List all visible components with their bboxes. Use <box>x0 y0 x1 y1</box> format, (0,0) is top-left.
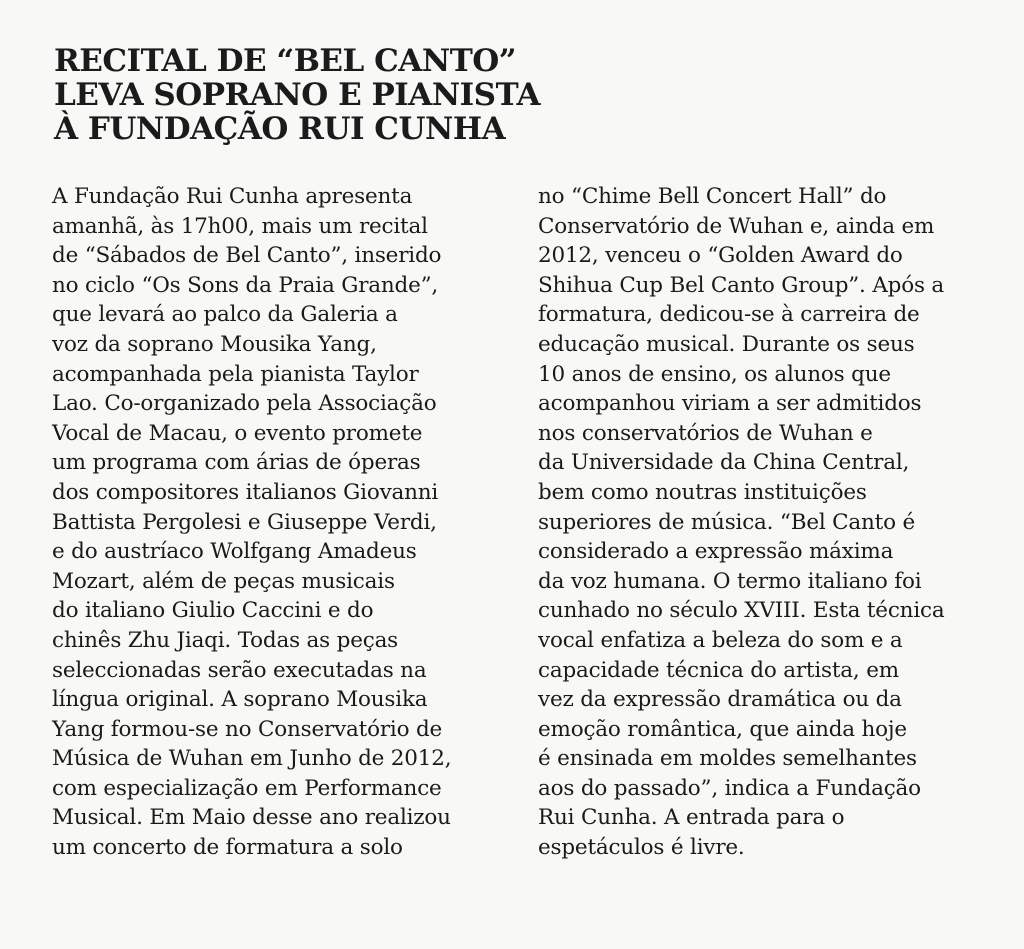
headline-line: LEVA SOPRANO E PIANISTA <box>54 77 540 113</box>
body-line: cunhado no século XVIII. Esta técnica <box>538 598 945 624</box>
body-line: capacidade técnica do artista, em <box>538 657 899 683</box>
body-line: e do austríaco Wolfgang Amadeus <box>52 539 417 565</box>
article-column-right <box>538 182 1008 863</box>
body-line: A Fundação Rui Cunha apresenta <box>52 184 413 209</box>
body-line: do italiano Giulio Caccini e do <box>52 598 374 624</box>
body-line: aos do passado”, indica a Fundação <box>538 775 921 801</box>
body-line: com especialização em Performance <box>52 775 442 801</box>
body-line: educação musical. Durante os seus <box>538 331 915 357</box>
body-line: voz da soprano Mousika Yang, <box>52 331 377 357</box>
body-line: 2012, venceu o “Golden Award do <box>538 243 903 269</box>
body-line: nos conservatórios de Wuhan e <box>538 420 873 446</box>
body-line: no “Chime Bell Concert Hall” do <box>538 184 887 209</box>
body-line: formatura, dedicou-se à carreira de <box>538 302 920 328</box>
body-line: amanhã, às 17h00, mais um recital <box>52 213 428 239</box>
body-line: da voz humana. O termo italiano foi <box>538 568 922 594</box>
body-line: vocal enfatiza a beleza do som e a <box>538 627 903 653</box>
body-line: da Universidade da China Central, <box>538 450 910 476</box>
body-line: emoção romântica, que ainda hoje <box>538 716 907 742</box>
body-line: Musical. Em Maio desse ano realizou <box>52 805 451 831</box>
body-line: um concerto de formatura a solo <box>52 835 403 861</box>
body-line: é ensinada em moldes semelhantes <box>538 746 917 772</box>
body-line: chinês Zhu Jiaqi. Todas as peças <box>52 627 399 653</box>
body-line: Yang formou-se no Conservatório de <box>52 716 443 742</box>
body-line: acompanhou viriam a ser admitidos <box>538 391 922 417</box>
body-line: língua original. A soprano Mousika <box>52 687 428 713</box>
body-line: no ciclo “Os Sons da Praia Grande”, <box>52 272 439 298</box>
body-line: espetáculos é livre. <box>538 835 745 861</box>
body-line: Lao. Co-organizado pela Associação <box>52 391 437 417</box>
article-column-left <box>52 182 502 863</box>
body-line: vez da expressão dramática ou da <box>538 687 902 713</box>
body-line: Mozart, além de peças musicais <box>52 568 395 594</box>
body-line: Música de Wuhan em Junho de 2012, <box>52 746 452 772</box>
body-line: Rui Cunha. A entrada para o <box>538 805 845 831</box>
body-line: de “Sábados de Bel Canto”, inserido <box>52 243 442 269</box>
headline-line: RECITAL DE “BEL CANTO” <box>54 43 517 79</box>
body-line: acompanhada pela pianista Taylor <box>52 361 419 387</box>
body-line: bem como noutras instituições <box>538 479 867 505</box>
body-line: dos compositores italianos Giovanni <box>52 479 439 505</box>
article-headline <box>54 44 574 146</box>
body-line: um programa com árias de óperas <box>52 450 421 476</box>
body-line: Vocal de Macau, o evento promete <box>52 420 423 446</box>
body-line: Conservatório de Wuhan e, ainda em <box>538 213 935 239</box>
body-line: que levará ao palco da Galeria a <box>52 302 398 328</box>
body-line: Shihua Cup Bel Canto Group”. Após a <box>538 272 945 298</box>
headline-line: À FUNDAÇÃO RUI CUNHA <box>54 111 506 147</box>
body-line: 10 anos de ensino, os alunos que <box>538 361 891 387</box>
body-line: Battista Pergolesi e Giuseppe Verdi, <box>52 509 437 535</box>
body-line: considerado a expressão máxima <box>538 539 894 565</box>
body-line: superiores de música. “Bel Canto é <box>538 509 916 535</box>
body-line: seleccionadas serão executadas na <box>52 657 427 683</box>
